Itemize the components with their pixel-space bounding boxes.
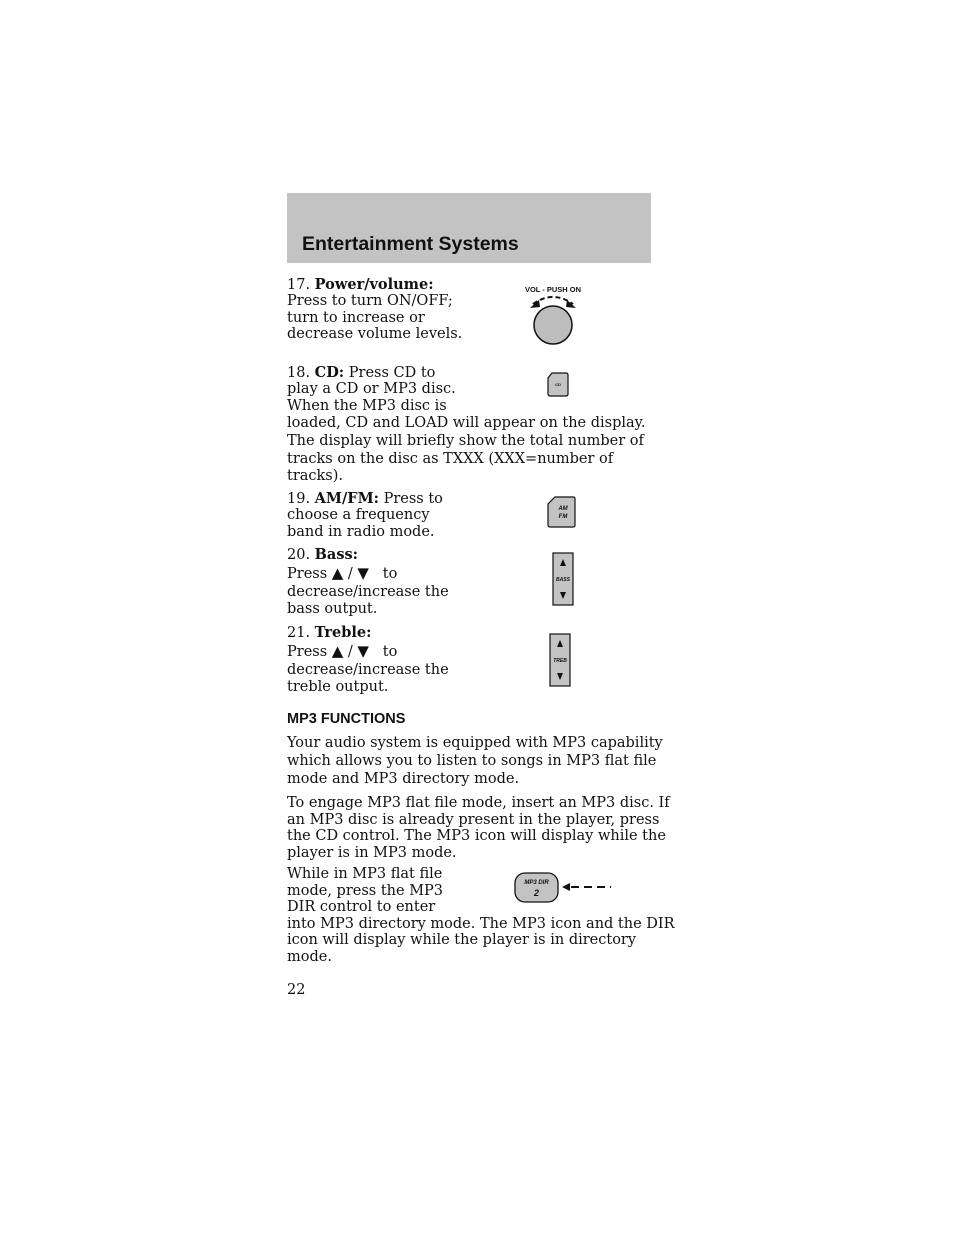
item-number: 17. [287,277,311,293]
paragraph-line: mode. [287,948,332,965]
bass-button-label: BASS [556,577,570,583]
item-text: / [347,643,353,660]
item-text: Press to [378,491,443,507]
treble-button-figure [548,633,572,689]
amfm-button-icon [548,497,575,527]
arrow-left-icon [562,883,570,891]
section-heading: MP3 FUNCTIONS [287,711,406,727]
item-text: loaded, CD and LOAD will appear on the display. [287,415,646,431]
item-text: / [347,565,353,582]
mp3-dir-button-figure [513,871,615,905]
cd-item-continued [287,415,653,486]
item-number: 18. [287,365,311,381]
paragraph-line: player is in MP3 mode. [287,844,457,861]
cd-button-figure [546,372,570,398]
item-text: to [382,643,398,660]
arrow-right-icon [566,300,576,308]
item-title: CD: [314,364,345,381]
triangle-up-icon: ▲ [331,563,344,582]
item-text: band in radio mode. [287,523,435,540]
paragraph-line: into MP3 directory mode. The MP3 icon and the DIR [287,915,675,932]
item-text: decrease/increase the [287,583,449,600]
item-number: 21. [287,625,311,641]
paragraph-line: mode, press the MP3 [287,882,444,899]
triangle-up-icon: ▲ [331,641,344,660]
paragraph-line: an MP3 disc is already present in the player, press [287,811,660,828]
item-text: turn to increase or [287,309,425,326]
item-title: AM/FM: [314,490,379,507]
paragraph-line: mode and MP3 directory mode. [287,770,520,787]
knob-label: VOL - PUSH ON [524,285,582,294]
amfm-button-label: FM [558,514,568,520]
section-header [287,193,651,263]
treble-item [287,624,457,697]
item-text: to [382,565,398,582]
paragraph-line: icon will display while the player is in directory [287,932,637,949]
item-text: decrease volume levels. [287,326,463,343]
item-text: play a CD or MP3 disc. [287,381,456,398]
volume-knob-icon [534,306,572,344]
paragraph-line: which allows you to listen to songs in MP3 flat file [287,752,657,769]
paragraph-line: Your audio system is equipped with MP3 capability [287,735,663,751]
amfm-button-figure [546,496,578,530]
item-text: Press CD to [344,365,436,381]
mp3-dir-button-label: MP3 DIR [524,880,549,886]
item-text: When the MP3 disc is [287,397,447,414]
item-text: Press [287,565,328,582]
mp3-dir-button-number: 2 [533,888,540,898]
paragraph-line: While in MP3 flat file [287,866,443,882]
item-text: The display will briefly show the total number of [287,432,644,449]
power-volume-item [287,276,463,343]
volume-knob-figure [518,282,588,348]
cd-item [287,365,457,414]
item-title: Bass: [314,546,359,563]
item-text: choose a frequency [287,507,430,524]
item-title: Power/volume: [314,276,434,293]
item-title: Treble: [314,624,372,641]
page-title: Entertainment Systems [302,233,519,255]
item-text: tracks). [287,468,344,485]
amfm-button-label: AM [558,506,568,512]
mp3-paragraph-1 [287,735,663,788]
cd-button-label: CD [555,382,561,387]
paragraph-line: DIR control to enter [287,899,436,916]
amfm-item [287,491,457,540]
arrow-left-icon [530,300,540,308]
item-text: Press to turn ON/OFF; [287,293,453,310]
paragraph-line: To engage MP3 flat file mode, insert an MP3 disc. If [287,795,670,811]
triangle-down-icon: ▼ [357,563,369,582]
mp3-paragraph-2 [287,795,670,861]
item-text: treble output. [287,679,389,696]
item-text: Press [287,643,328,660]
page-number: 22 [287,982,306,998]
bass-button-figure [551,552,575,608]
triangle-down-icon: ▼ [357,641,369,660]
treble-button-label: TREB [553,658,567,664]
paragraph-line: the CD control. The MP3 icon will display while the [287,828,666,845]
item-text: decrease/increase the [287,661,449,678]
item-text: bass output. [287,601,378,618]
item-number: 19. [287,491,311,507]
item-number: 20. [287,547,311,563]
bass-item [287,546,457,619]
item-text: tracks on the disc as TXXX (XXX=number of [287,450,614,467]
